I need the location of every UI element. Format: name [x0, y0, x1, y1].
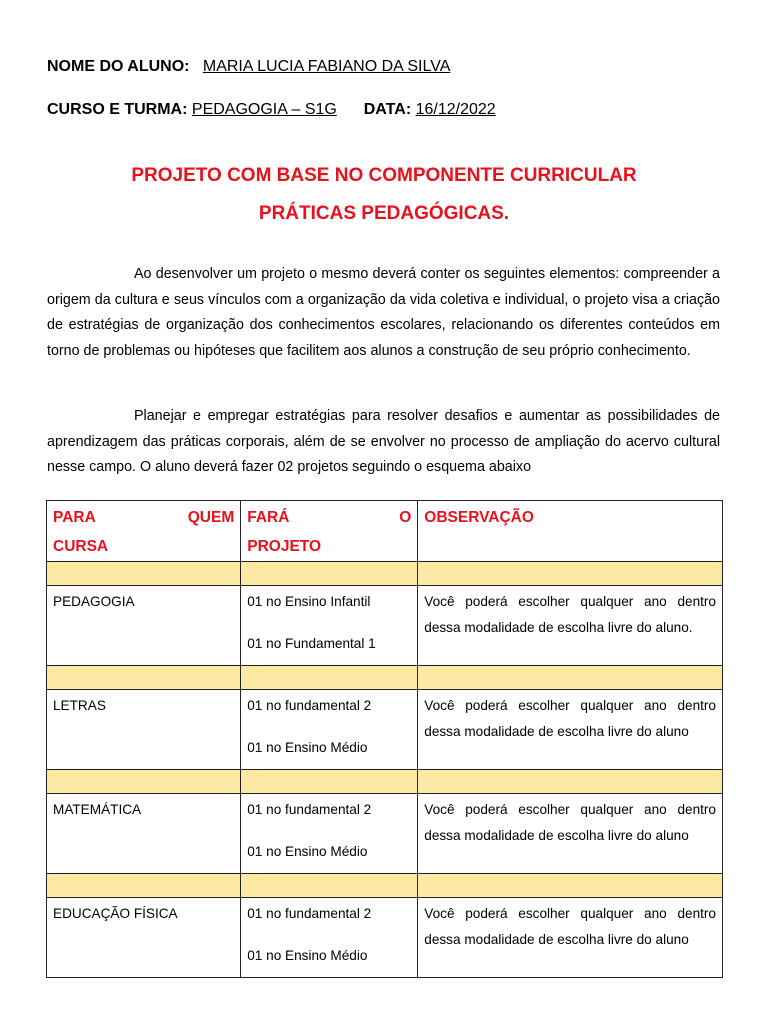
- header-col1-line2: CURSA: [53, 538, 109, 555]
- project-cell: [241, 690, 418, 770]
- student-name-line: [47, 58, 450, 76]
- course-cell: MATEMÁTICA: [47, 794, 241, 874]
- course-date-line: [47, 101, 496, 119]
- project-2: 01 no Ensino Médio: [247, 947, 368, 963]
- course-label: CURSO E TURMA:: [47, 101, 188, 118]
- course-value: PEDAGOGIA – S1G: [191, 101, 337, 118]
- table-header-row: [47, 501, 723, 562]
- date-value: 16/12/2022: [415, 101, 496, 118]
- intro-paragraph-2-text: Planejar e empregar estratégias para resolver desafios e aumentar as possibilidades de aprendizagem das práticas corporais, além de se envolver no processo de ampliação do acervo cultural nesse campo. O aluno deverá fazer 02 projetos seguindo o esquema abaixo: [47, 408, 720, 475]
- note-cell: Você poderá escolher qualquer ano dentro dessa modalidade de escolha livre do aluno: [418, 898, 723, 978]
- document-title-line-2: PRÁTICAS PEDAGÓGICAS.: [258, 203, 510, 224]
- header-col1-word1: PARA: [53, 509, 96, 526]
- project-cell: [241, 586, 418, 666]
- note-cell: Você poderá escolher qualquer ano dentro dessa modalidade de escolha livre do aluno: [418, 794, 723, 874]
- date-label: DATA:: [363, 101, 412, 118]
- header-cell-observacao: [418, 501, 723, 562]
- project-2: 01 no Ensino Médio: [247, 739, 368, 755]
- course-cell: PEDAGOGIA: [47, 586, 241, 666]
- header-col1-word2: QUEM: [187, 509, 235, 526]
- header-col2-word1: FARÁ: [247, 509, 290, 526]
- project-cell: [241, 898, 418, 978]
- table-row: [47, 690, 723, 770]
- header-col3: OBSERVAÇÃO: [424, 509, 534, 526]
- project-2: 01 no Fundamental 1: [247, 635, 376, 651]
- table-row: [47, 586, 723, 666]
- project-1: 01 no fundamental 2: [247, 802, 372, 817]
- project-1: 01 no fundamental 2: [247, 906, 372, 921]
- table-spacer-row: [47, 562, 723, 586]
- intro-paragraph-1: [47, 262, 720, 364]
- table-row: [47, 898, 723, 978]
- header-col2-line2: PROJETO: [247, 538, 322, 555]
- table-row: [47, 794, 723, 874]
- table-spacer-row: [47, 874, 723, 898]
- note-cell: Você poderá escolher qualquer ano dentro dessa modalidade de escolha livre do aluno: [418, 690, 723, 770]
- project-1: 01 no fundamental 2: [247, 698, 372, 713]
- project-1: 01 no Ensino Infantil: [247, 594, 371, 609]
- intro-paragraph-1-text: Ao desenvolver um projeto o mesmo deverá conter os seguintes elementos: compreender a origem da cultura e seus vínculos com a organização da vida coletiva e individual, o projeto visa a criação de estratégias de organização dos conhecimentos escolares, relacionando os diferentes conteúdos em torno de problemas ou hipóteses que facilitem aos alunos a construção de seu próprio conhecimento.: [47, 266, 720, 359]
- project-2: 01 no Ensino Médio: [247, 843, 368, 859]
- student-name-value: MARIA LUCIA FABIANO DA SILVA: [202, 58, 451, 75]
- intro-paragraph-2: [47, 404, 720, 481]
- course-cell: LETRAS: [47, 690, 241, 770]
- projects-table: [46, 500, 723, 978]
- course-cell: EDUCAÇÃO FÍSICA: [47, 898, 241, 978]
- header-col2-word2: O: [399, 509, 412, 526]
- table-spacer-row: [47, 770, 723, 794]
- student-name-label: NOME DO ALUNO:: [47, 58, 190, 75]
- document-title-line-1: PROJETO COM BASE NO COMPONENTE CURRICULAR: [131, 165, 637, 186]
- header-cell-fara-o-projeto: [241, 501, 418, 562]
- project-cell: [241, 794, 418, 874]
- note-cell: Você poderá escolher qualquer ano dentro dessa modalidade de escolha livre do aluno.: [418, 586, 723, 666]
- header-cell-para-quem-cursa: [47, 501, 241, 562]
- table-spacer-row: [47, 666, 723, 690]
